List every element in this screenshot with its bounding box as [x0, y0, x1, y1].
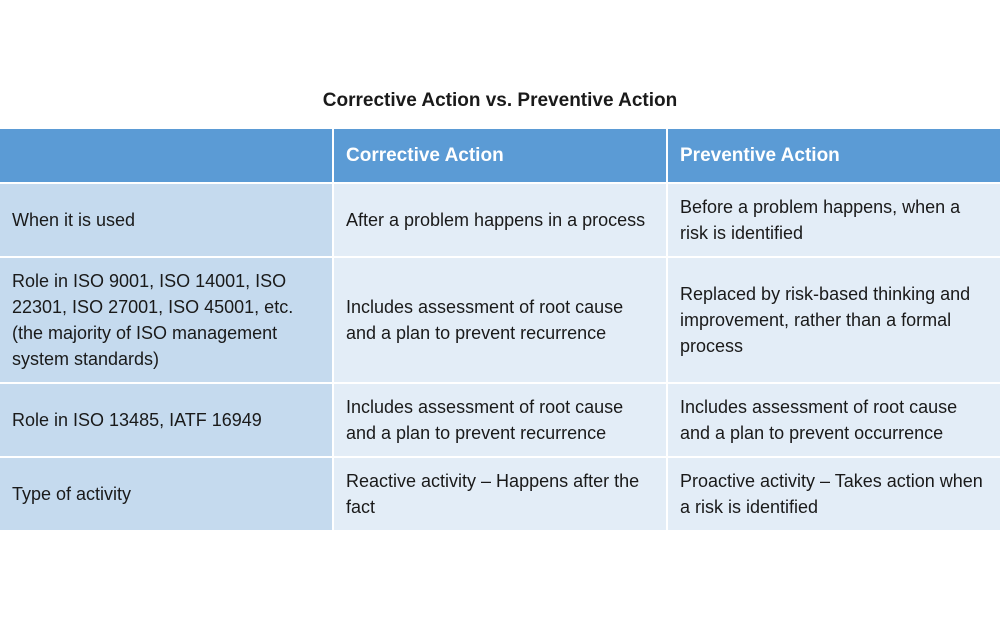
header-corrective-action: Corrective Action	[334, 129, 666, 182]
corrective-cell: After a problem happens in a process	[334, 184, 666, 256]
preventive-cell: Includes assessment of root cause and a plan to prevent occurrence	[668, 384, 1000, 456]
comparison-table	[0, 127, 1000, 532]
page-title: Corrective Action vs. Preventive Action	[322, 90, 678, 111]
row-label: Role in ISO 9001, ISO 14001, ISO 22301, ISO 27001, ISO 45001, etc. (the majority of ISO management system standards)	[0, 258, 332, 382]
preventive-cell: Replaced by risk-based thinking and improvement, rather than a formal process	[668, 258, 1000, 382]
table-row	[0, 384, 1000, 456]
row-label: When it is used	[0, 184, 332, 256]
header-row	[0, 129, 1000, 182]
table-row	[0, 184, 1000, 256]
preventive-cell: Before a problem happens, when a risk is identified	[668, 184, 1000, 256]
table-row	[0, 458, 1000, 530]
corrective-cell: Includes assessment of root cause and a plan to prevent recurrence	[334, 258, 666, 382]
header-empty-cell	[0, 129, 332, 182]
preventive-cell: Proactive activity – Takes action when a risk is identified	[668, 458, 1000, 530]
row-label: Type of activity	[0, 458, 332, 530]
header-preventive-action: Preventive Action	[668, 129, 1000, 182]
row-label: Role in ISO 13485, IATF 16949	[0, 384, 332, 456]
table-row	[0, 258, 1000, 382]
corrective-cell: Includes assessment of root cause and a plan to prevent recurrence	[334, 384, 666, 456]
corrective-cell: Reactive activity – Happens after the fact	[334, 458, 666, 530]
